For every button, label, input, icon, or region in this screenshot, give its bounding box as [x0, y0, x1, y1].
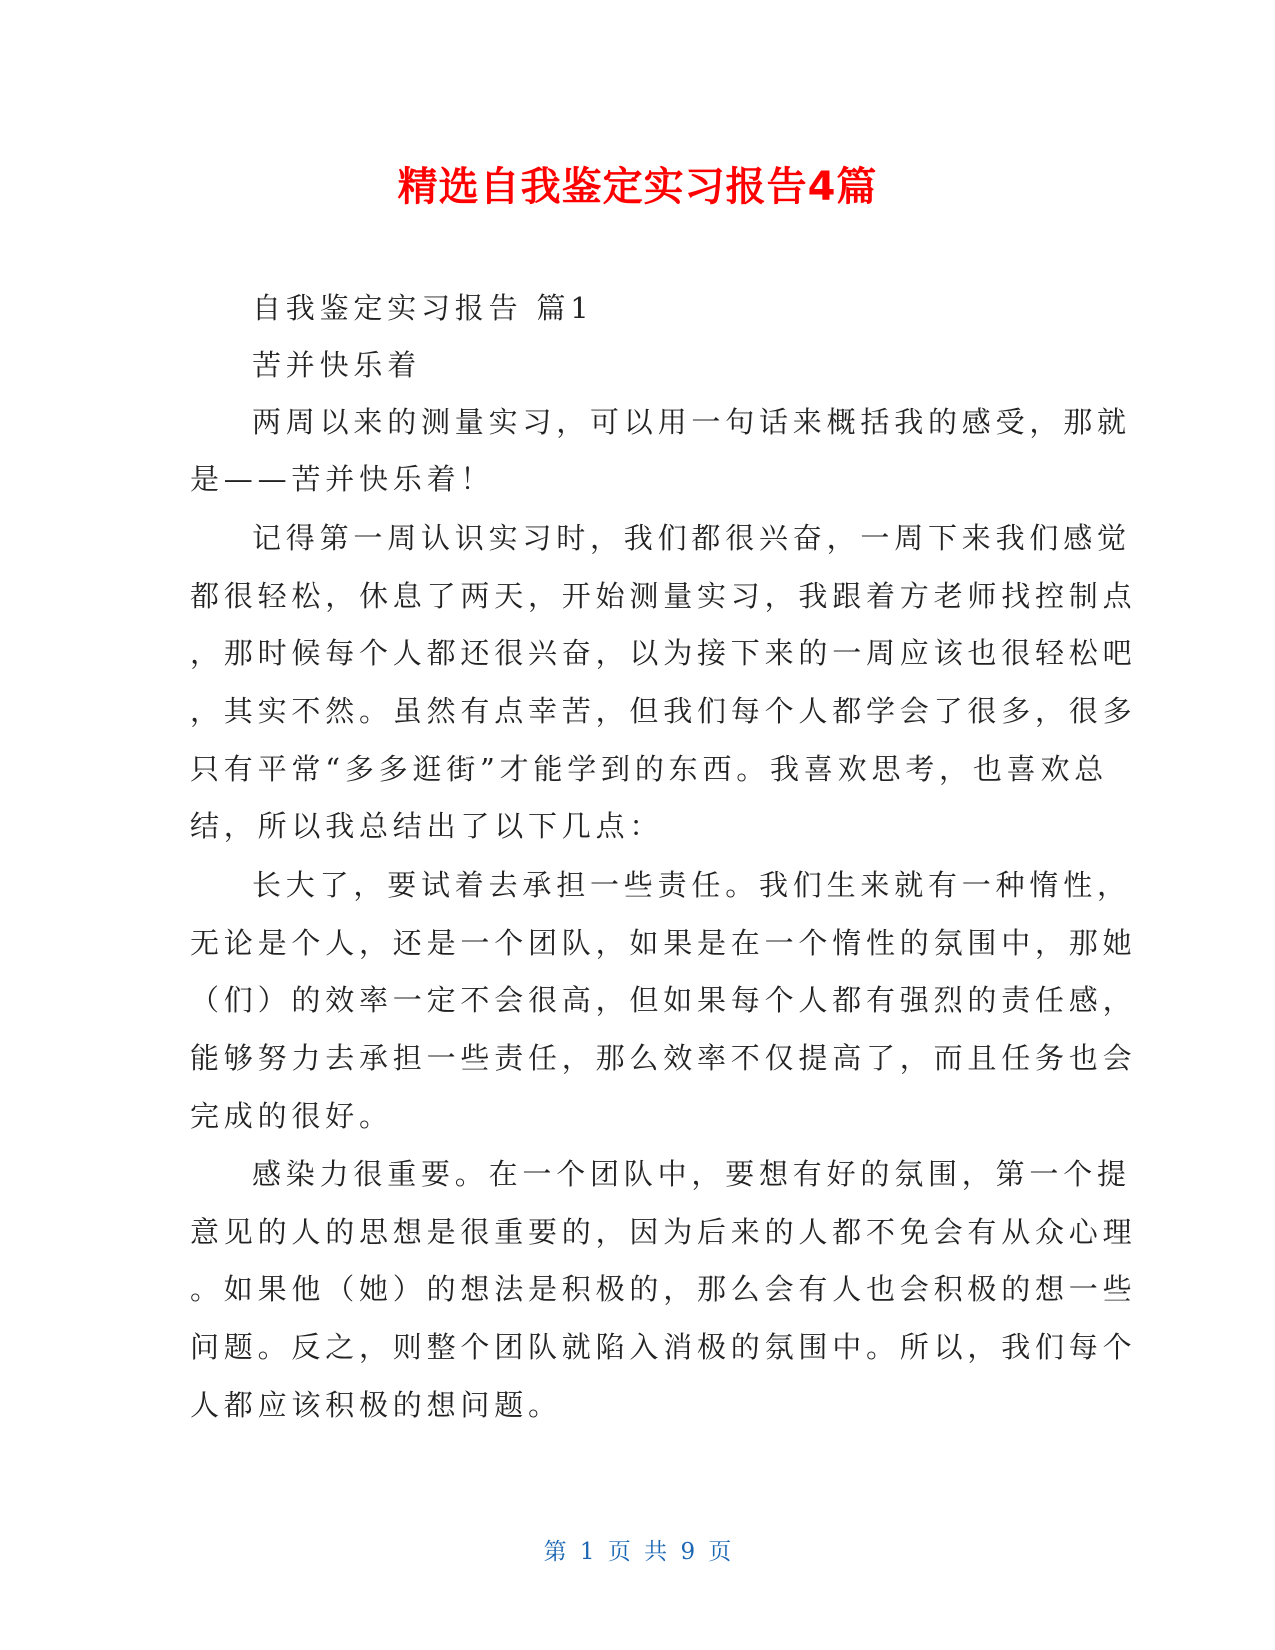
paragraph-line: 只有平常“多多逛街”才能学到的东西。我喜欢思考，也喜欢总	[190, 752, 1109, 786]
paragraph-line: （们）的效率一定不会很高，但如果每个人都有强烈的责任感，	[190, 983, 1137, 1017]
subtitle-line: 苦并快乐着	[252, 348, 422, 382]
paragraph-line: 完成的很好。	[190, 1099, 393, 1133]
paragraph-line: 记得第一周认识实习时，我们都很兴奋，一周下来我们感觉	[252, 521, 1131, 555]
paragraph-line: 。如果他（她）的想法是积极的，那么会有人也会积极的想一些	[190, 1272, 1137, 1306]
paragraph-line: 能够努力去承担一些责任，那么效率不仅提高了，而且任务也会	[190, 1041, 1137, 1075]
paragraph-line: 无论是个人，还是一个团队，如果是在一个惰性的氛围中，那她	[190, 926, 1137, 960]
paragraph-line: 长大了，要试着去承担一些责任。我们生来就有一种惰性，	[252, 868, 1131, 902]
paragraph-line: 两周以来的测量实习，可以用一句话来概括我的感受，那就	[252, 405, 1131, 439]
paragraph-line: 人都应该积极的想问题。	[190, 1388, 562, 1422]
page-number-footer: 第 1 页 共 9 页	[543, 1539, 732, 1565]
paragraph-line: 是——苦并快乐着！	[190, 462, 495, 496]
paragraph-line: 意见的人的思想是很重要的，因为后来的人都不免会有从众心理	[190, 1215, 1137, 1249]
document-title: 精选自我鉴定实习报告4篇	[397, 164, 878, 210]
paragraph-line: ，其实不然。虽然有点幸苦，但我们每个人都学会了很多，很多	[190, 694, 1137, 728]
paragraph-line: 都很轻松，休息了两天，开始测量实习，我跟着方老师找控制点	[190, 579, 1137, 613]
paragraph-line: 感染力很重要。在一个团队中，要想有好的氛围，第一个提	[252, 1157, 1131, 1191]
paragraph-line: 结，所以我总结出了以下几点：	[190, 809, 664, 843]
paragraph-line: ，那时候每个人都还很兴奋，以为接下来的一周应该也很轻松吧	[190, 636, 1137, 670]
paragraph-line: 问题。反之，则整个团队就陷入消极的氛围中。所以，我们每个	[190, 1330, 1137, 1364]
section-heading: 自我鉴定实习报告 篇1	[252, 291, 594, 325]
